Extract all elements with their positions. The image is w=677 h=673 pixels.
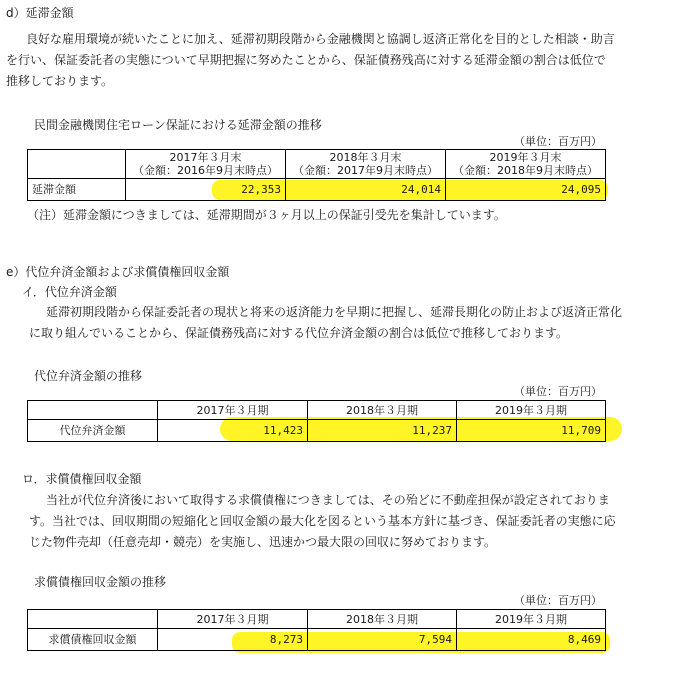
- subsection-i-paragraph-line-1: 延滞初期段階から保証委託者の現状と将来の返済能力を早期に把握し、延滞長期化の防止および返済正常化: [46, 305, 623, 319]
- subsection-ro-paragraph-line-2: す。当社では、回収期間の短縮化と回収金額の最大化を図るという基本方針に基づき、保証委託者の実態に応: [29, 514, 616, 528]
- column-header: 2017年３月期: [158, 610, 308, 629]
- value-cell: 22,353: [126, 179, 286, 201]
- subsection-ro-paragraph-line-3: じた物件売却（任意売却・競売）を実施し、迅速かつ最大限の回収に努めております。: [29, 535, 497, 549]
- value-cell: 24,014: [286, 179, 446, 201]
- section-d-paragraph-line-3: 推移しております。: [6, 74, 114, 88]
- subsection-i-heading: イ．代位弁済金額: [22, 285, 117, 299]
- column-header: 2018年３月末 （金額：2017年9月末時点）: [286, 150, 446, 179]
- value-cell: 7,594: [308, 629, 457, 651]
- column-header: 2018年３月期: [308, 401, 457, 420]
- table-corner-cell: [28, 401, 158, 420]
- column-header: 2018年３月期: [308, 610, 457, 629]
- delinquency-table: [27, 149, 606, 201]
- table-corner-cell: [28, 150, 126, 179]
- value-cell: 8,273: [158, 629, 308, 651]
- column-header: 2017年３月期: [158, 401, 308, 420]
- column-header: 2019年３月期: [457, 610, 606, 629]
- value-cell: 11,709: [457, 420, 606, 442]
- section-e-heading: e）代位弁済金額および求償債権回収金額: [6, 265, 230, 279]
- value-cell: 11,237: [308, 420, 457, 442]
- recovery-table: [27, 609, 606, 651]
- column-header: 2019年３月末 （金額：2018年9月末時点）: [446, 150, 606, 179]
- column-header: 2017年３月末 （金額：2016年9月末時点）: [126, 150, 286, 179]
- recovery-table-title: 求償債権回収金額の推移: [34, 575, 167, 589]
- table-corner-cell: [28, 610, 158, 629]
- value-cell: 24,095: [446, 179, 606, 201]
- subrogation-table: [27, 400, 606, 442]
- value-cell: 11,423: [158, 420, 308, 442]
- subsection-ro-paragraph-line-1: 当社が代位弁済後において取得する求償債権につきましては、その殆どに不動産担保が設定されておりま: [46, 493, 610, 507]
- row-label-subrogation: 代位弁済金額: [28, 420, 158, 442]
- value-cell: 8,469: [457, 629, 606, 651]
- subrogation-table-title: 代位弁済金額の推移: [34, 369, 143, 383]
- subsection-ro-heading: ロ．求償債権回収金額: [22, 472, 142, 486]
- delinquency-table-title: 民間金融機関住宅ローン保証における延滞金額の推移: [34, 118, 322, 132]
- subsection-i-paragraph-line-2: に取り組んでいることから、保証債務残高に対する代位弁済金額の割合は低位で推移しております。: [29, 326, 569, 340]
- section-d-heading: d）延滞金額: [6, 6, 74, 20]
- delinquency-table-unit: （単位：百万円）: [514, 135, 602, 148]
- recovery-table-unit: （単位：百万円）: [514, 594, 602, 607]
- subrogation-table-unit: （単位：百万円）: [514, 385, 602, 398]
- row-label-recovery: 求償債権回収金額: [28, 629, 158, 651]
- section-d-paragraph-line-1: 良好な雇用環境が続いたことに加え、延滞初期段階から金融機関と協調し返済正常化を目的とした相談・助言: [26, 32, 615, 46]
- section-d-paragraph-line-2: を行い、保証委託者の実態について早期把握に努めたことから、保証債務残高に対する延滞金額の割合は低位で: [6, 53, 606, 67]
- column-header: 2019年３月期: [457, 401, 606, 420]
- delinquency-note: （注）延滞金額につきましては、延滞期間が３ヶ月以上の保証引受先を集計しています。: [27, 208, 506, 222]
- row-label-delinquency: 延滞金額: [28, 179, 126, 201]
